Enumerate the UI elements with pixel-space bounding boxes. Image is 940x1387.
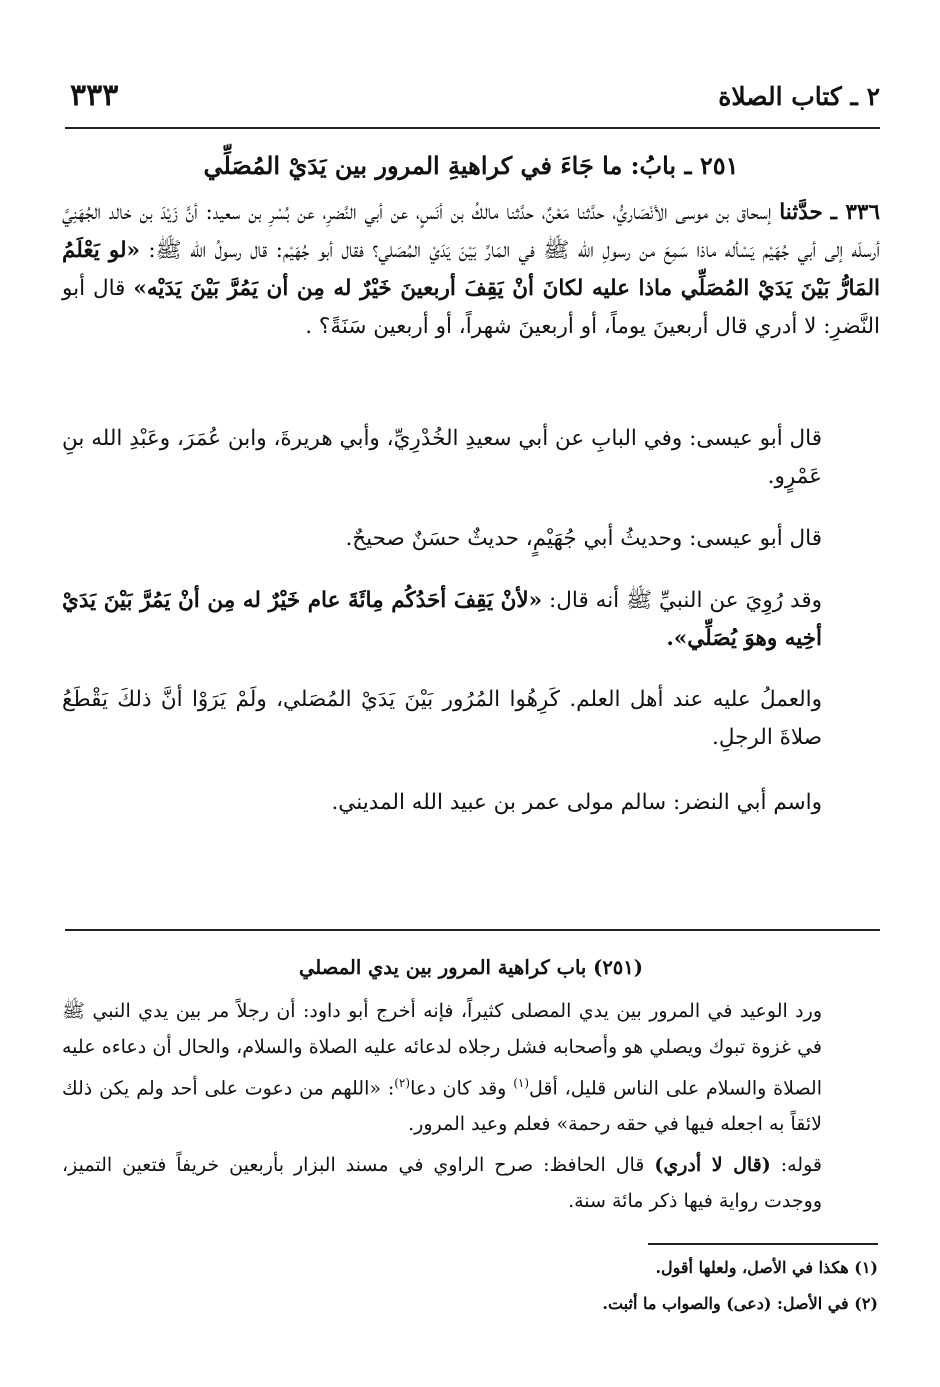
- paragraph-text: قال أبو عيسى: وفي البابِ عن أبي سعيدِ الخُدْرِيِّ، وأبي هريرةَ، وابن عُمَرَ، وعَبْدِ الله بنِ عَمْرٍو.: [62, 426, 822, 489]
- hadith-paragraph: [62, 194, 880, 346]
- hadith-isnad: إسحاق بن موسى الأنْصَاريُّ، حدَّثنا مَعْنٌ، حدَّثنا مالكُ بن أنَسٍ، عن أبي النَّضرِ، عن بُسْرِ بن سعيد: أنَّ زَيْدَ بن خالد الجُهَنِيَّ أرسلَه إلى أبي جُهَيْم يَسْأله ماذا سَمِعَ من رسولِ الله ﷺ في المَارِّ بَيْنَ يَدَيْ المُصَلي؟ فقال أبو جُهَيْم: قال رسولُ الله ﷺ:: [62, 200, 880, 263]
- notes-text: [62, 1147, 880, 1219]
- notes-text-part: ورد الوعيد في المرور بين يدي المصلى كثيراً، فإنه أخرج أبو داود: أن رجلاً مر بين يدي النبي ﷺ في غزوة تبوك ويصلي هو وأصحابه فشل رجلاه لدعائه عليه الصلاة والسلام، والحال أن دعاءه عليه الصلاة والسلام على الناس قليل، أقل: [62, 1000, 822, 1100]
- paragraph-text: واسم أبي النضر: سالم مولى عمر بن عبيد الله المديني.: [331, 790, 822, 815]
- notes-bold-quote: (قال لا أدري): [654, 1154, 771, 1176]
- notes-text-part: : «اللهم من دعوت على أحد ولم يكن ذلك لائقاً به اجعله فيها في حقه رحمة» فعلم وعيد المرور.: [62, 1077, 822, 1136]
- header-rule: [65, 127, 880, 129]
- hadith-after: قال أبو النَّضرِ: لا أدري قال أربعينَ يوماً، أو أربعينَ شهراً، أو أربعين سَنَةً؟ .: [62, 276, 880, 339]
- hadith-quote: «لو يَعْلَمُ المَارُّ بَيْنَ يَدَيْ المُصَلِّي ماذا عليه لكانَ أنْ يَقِفَ أربعينَ خَيْرٌ له مِن أن يَمُرَّ بَيْنَ يَدَيْه»: [62, 238, 880, 301]
- commentary-paragraph-4: [62, 681, 880, 757]
- paragraph-text: قال أبو عيسى: وحديثُ أبي جُهَيْمٍ، حديثٌ حسَنٌ صحيحٌ.: [345, 526, 822, 551]
- notes-text-part: قوله:: [770, 1154, 822, 1176]
- notes-text-part: وقد كان دعا: [410, 1077, 514, 1100]
- footnote-divider: [648, 1243, 878, 1245]
- footnote-2: (٢) في الأصل: (دعى) والصواب ما أثبت.: [602, 1294, 878, 1313]
- commentary-paragraph-2: [62, 520, 880, 558]
- page-number: ٣٣٣: [70, 78, 119, 113]
- notes-paragraph-1: [62, 993, 880, 1142]
- hadith-number: ٣٣٦ ـ: [830, 200, 880, 225]
- footnote-1: (١) هكذا في الأصل، ولعلها أقول.: [655, 1258, 878, 1277]
- notes-text-part: قال الحافظ: صرح الراوي في مسند البزار بأربعين خريفاً فتعين التميز، ووجدت رواية فيها ذكر مائة سنة.: [62, 1154, 822, 1212]
- footnote-ref-2[interactable]: (٢): [394, 1076, 411, 1090]
- commentary-heading: (٢٥١) باب كراهية المرور بين يدي المصلي: [299, 956, 643, 979]
- notes-paragraph-2: [62, 1147, 880, 1219]
- footnote-ref-1[interactable]: (١): [513, 1076, 530, 1090]
- commentary-paragraph-3: [62, 582, 880, 658]
- hadith-lead: حدَّثنا: [779, 200, 823, 225]
- paragraph-text: [62, 582, 880, 658]
- chapter-heading: ٢٥١ ـ بابُ: ما جَاءَ في كراهيةِ المرور بين يَدَيْ المُصَلِّي: [203, 151, 739, 180]
- commentary-paragraph-1: [62, 420, 880, 496]
- commentary-paragraph-5: [62, 784, 880, 822]
- chapter-title: ٢ ـ كتاب الصلاة: [718, 82, 880, 111]
- paragraph-text: والعملُ عليه عند أهل العلم. كَرِهُوا المُرُور بَيْنَ يَدَيْ المُصَلي، ولَمْ يَرَوْا أنَّ ذلكَ يَقْطَعُ صلاةَ الرجلِ.: [62, 687, 822, 750]
- hadith-block: [62, 194, 880, 346]
- paragraph-quote: «لأنْ يَقِفَ أحَدُكُم مِائَةَ عام خَيْرٌ له مِن أنْ يَمُرَّ بَيْنَ يَدَيْ أخِيه وهوَ يُصَلِّي».: [62, 588, 822, 651]
- commentary-divider: [65, 929, 880, 931]
- page-header: [70, 78, 880, 118]
- notes-text: [62, 993, 880, 1142]
- paragraph-intro: وقد رُوِيَ عن النبيِّ ﷺ أنه قال:: [549, 588, 822, 613]
